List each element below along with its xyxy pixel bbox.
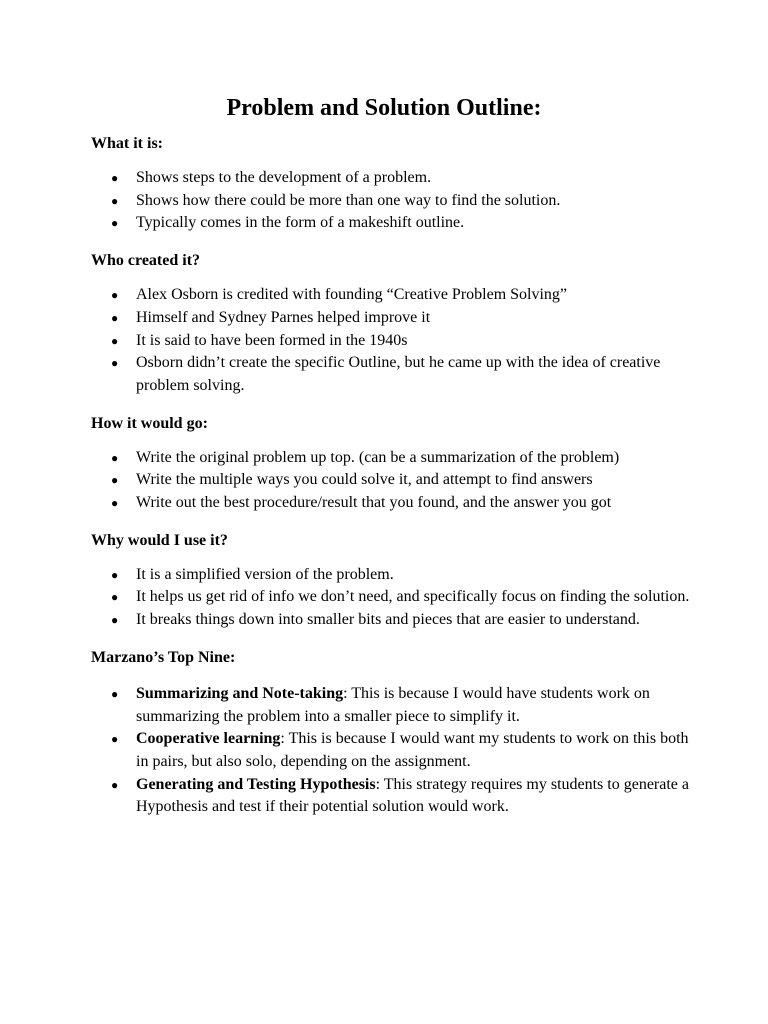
bullet-icon: ● <box>111 333 119 348</box>
bullet-icon: ● <box>111 171 119 185</box>
bullet-icon: ● <box>111 686 119 701</box>
list-item <box>91 447 691 470</box>
strategy-term: Generating and Testing Hypothesis <box>136 775 376 793</box>
list-item-text: It breaks things down into smaller bits and pieces that are easier to understand. <box>136 611 640 629</box>
list-item-text: Write the original problem up top. (can be a summarization of the problem) <box>136 448 620 466</box>
list-item-text: Osborn didn’t create the specific Outline, but he came up with the idea of creative problem solving. <box>136 354 661 394</box>
list-item-text: Write the multiple ways you could solve it, and attempt to find answers <box>136 471 593 489</box>
bullet-list-why-use-it <box>91 564 691 632</box>
list-item <box>91 492 691 515</box>
list-item <box>91 330 691 353</box>
bullet-icon: ● <box>111 777 119 792</box>
list-item-text: Write out the best procedure/result that you found, and the answer you got <box>136 494 612 512</box>
document-title: Problem and Solution Outline: <box>226 95 542 121</box>
bullet-icon: ● <box>111 473 119 488</box>
bullet-list-how-it-would-go <box>91 447 691 515</box>
bullet-icon: ● <box>111 193 119 208</box>
bullet-icon: ● <box>111 310 119 325</box>
list-item <box>91 609 691 632</box>
section-heading-why-use-it: Why would I use it? <box>91 531 228 549</box>
bullet-icon: ● <box>111 613 119 628</box>
strategy-term: Summarizing and Note-taking <box>136 684 344 702</box>
strategy-description: : This is because I would want my students to work on this both in pairs, but also solo, depending on the assignment. <box>136 730 689 770</box>
list-item <box>91 167 691 190</box>
bullet-list-who-created-it <box>91 284 691 398</box>
list-item-text: It helps us get rid of info we don’t need, and specifically focus on finding the solution. <box>136 588 690 606</box>
bullet-icon: ● <box>111 590 119 605</box>
section-heading-marzano: Marzano’s Top Nine: <box>91 648 236 666</box>
list-item-text: Shows steps to the development of a problem. <box>136 169 432 186</box>
bullet-icon: ● <box>111 567 119 582</box>
bullet-icon: ● <box>111 450 119 465</box>
list-item <box>91 564 691 587</box>
section-heading-what-it-is: What it is: <box>91 135 163 152</box>
list-item <box>91 774 691 819</box>
bullet-icon: ● <box>111 732 119 747</box>
list-item-text: It is a simplified version of the problem. <box>136 565 394 583</box>
list-item <box>91 586 691 609</box>
list-item <box>91 352 691 397</box>
strategy-description: : This is because I would have students work on summarizing the problem into a smaller piece to simplify it. <box>136 684 650 725</box>
bullet-icon: ● <box>111 216 119 231</box>
list-item <box>91 683 691 728</box>
list-item-text: It is said to have been formed in the 1940s <box>136 331 408 349</box>
list-item-text: Himself and Sydney Parnes helped improve it <box>136 308 431 326</box>
strategy-term: Cooperative learning <box>136 730 281 748</box>
list-item-text: Alex Osborn is credited with founding “Creative Problem Solving” <box>136 286 568 304</box>
bullet-icon: ● <box>111 356 119 371</box>
list-item-text: Shows how there could be more than one way to find the solution. <box>136 191 561 209</box>
list-item <box>91 190 691 213</box>
list-item <box>91 469 691 492</box>
list-item <box>91 728 691 773</box>
section-heading-how-it-would-go: How it would go: <box>91 414 208 432</box>
bullet-list-what-it-is <box>91 167 691 235</box>
section-heading-who-created-it: Who created it? <box>91 252 201 270</box>
bullet-icon: ● <box>111 288 119 303</box>
list-item-text: Typically comes in the form of a makeshift outline. <box>136 214 465 232</box>
bullet-icon: ● <box>111 496 119 511</box>
strategy-description: : This strategy requires my students to generate a Hypothesis and test if their potential solution would work. <box>136 775 690 816</box>
document-body <box>91 133 691 834</box>
list-item <box>91 307 691 330</box>
bullet-list-marzano <box>91 683 691 819</box>
list-item <box>91 284 691 307</box>
list-item <box>91 212 691 235</box>
